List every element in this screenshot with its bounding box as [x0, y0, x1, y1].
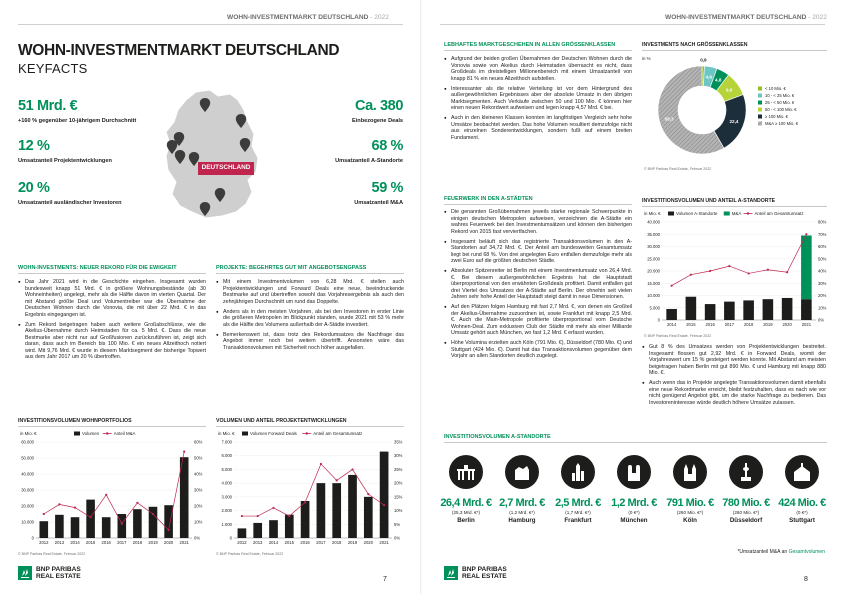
bullet-item: ● Das Jahr 2021 wird in die Geschichte eingehen. Insgesamt wurden bundesweit knapp 51 Mrd. € in größere Wohnungsbestände (ab 30 Wohneinheiten) angelegt, mehr als die Hälfte davon im vierten Quartal. Der mit Abstand größte Deal und Volumentreiber war die Übernahme der Deutschen Wohnen durch die Vonovia, die mit über 22 Mrd. € in das Ergebnis eingegangen ist.: [18, 279, 206, 318]
city-value: 780 Mio. €: [722, 497, 770, 509]
x-tick-label: 2013: [253, 540, 263, 545]
x-tick-label: 2015: [85, 540, 96, 545]
x-tick-label: 2012: [39, 540, 49, 545]
line-point: [152, 513, 154, 515]
bar: [686, 297, 697, 320]
x-tick-label: 2019: [763, 322, 773, 327]
x-tick-label: 2018: [132, 540, 143, 545]
chart-rule: [642, 206, 827, 207]
line-point: [121, 523, 123, 525]
slice-label: 4,6: [705, 74, 712, 80]
y2-tick-label: 0%: [394, 535, 401, 541]
section-rule: [216, 273, 404, 274]
y-tick-label: 6.000: [221, 453, 232, 459]
keyfact-deals: [352, 98, 403, 124]
legend-swatch: [758, 108, 762, 112]
chart1-source: © BNP Paribas Real Estate, Februar 2022: [18, 552, 86, 556]
chart4-title: INVESTITIONSVOLUMEN UND ANTEIL A-STANDORTE: [642, 198, 776, 204]
bullet-item: ● Interessanter als die relative Verteilung ist vor dem Hintergrund des außergewöhnlichen Ergebnisses aber der absolute Umsatz in den übrigen Marktsegmenten. Auch Verkäufe zwischen 50 und 100 Mio. € können hier einen neuen Rekordwert aufweisen und legen knapp 4,57 Mrd. € bei.: [444, 86, 632, 112]
section-heading-rekord: WOHN-INVESTMENTS: NEUER REKORD FÜR DIE EWIGKEIT: [18, 265, 177, 271]
keyfact-value: 20 %: [18, 180, 50, 196]
y-tick-label: 0: [31, 535, 34, 541]
line-point: [74, 507, 76, 509]
bullet-item: ● Absoluter Spitzenreiter ist Berlin mit einem Investmentumsatz von 26,4 Mrd. €. Bei diesem außergewöhnlichen Ergebnis hat die Hauptstadt überproportional von den erwähnten Großdeals profitiert. Damit entfallen gut drei Viertel des Umsatzes der A-Städte auf Berlin. Der ohnehin seit vielen Jahren sehr hohe Anteil der Hauptstadt steigt damit in neue Dimensionen.: [444, 268, 632, 301]
y2-tick-label: 80%: [818, 219, 827, 225]
city-value: 791 Mio. €: [666, 497, 714, 509]
bullet-item: ● Gut 8 % des Umsatzes werden von Projektentwicklungen bestreitet. Insgesamt flossen gut 2,92 Mrd. € in Forward Deals, womit der Vorjahreswert um 15 % gesteigert werden konnte. Mit Abstand am meisten beigetragen haben Berlin mit gut 890 Mio. € und Hamburg mit knapp 880 Mio. €.: [642, 344, 826, 377]
running-header: WOHN-INVESTMENTMARKT DEUTSCHLAND - 2022: [227, 14, 389, 21]
slice-label: 4,8: [714, 77, 722, 83]
bar: [348, 475, 357, 538]
city-name: Hamburg: [508, 516, 536, 524]
line-point: [320, 463, 322, 465]
slice-label: 58,3: [664, 116, 674, 122]
y-tick-label: 20.000: [21, 503, 34, 509]
chart-project-volume: [212, 428, 408, 550]
city-hamburg: [496, 455, 548, 524]
city-muenchen: [608, 455, 660, 524]
bar: [317, 483, 326, 538]
city-value: 26,4 Mrd. €: [440, 497, 492, 509]
line-point: [304, 501, 306, 503]
y-tick-label: 60.000: [21, 439, 34, 445]
y-tick-label: 30.000: [21, 487, 34, 493]
cities-heading: INVESTITIONSVOLUMEN A-STANDORTE: [444, 434, 551, 440]
bullet-item: ● Anders als in den meisten Vorjahren, als bei den Investoren in erster Linie die größeren Metropolen im Blickpunkt standen, wurde 2021 mit 53 % mehr als die Hälfte des Volumens außerhalb der A-Städte investiert.: [216, 309, 404, 329]
legend-label: 25 - < 50 Mio. €: [765, 100, 795, 105]
y2-tick-label: 50%: [818, 256, 827, 262]
chart3-source: © BNP Paribas Real Estate, Februar 2022: [644, 167, 712, 171]
x-tick-label: 2017: [724, 322, 735, 327]
city-name: Frankfurt: [564, 516, 592, 524]
city-duesseldorf: [720, 455, 772, 524]
y2-tick-label: 10%: [194, 519, 203, 525]
slice-label: 0,9: [700, 57, 707, 63]
line-point: [709, 270, 711, 272]
x-tick-label: 2019: [347, 540, 358, 545]
header-rule: [440, 24, 825, 25]
legend-label: < 10 Mio. €: [765, 86, 786, 91]
line-point: [43, 513, 45, 515]
brandenburg-gate-icon: [455, 461, 477, 483]
unit-label: in %: [642, 56, 651, 61]
tv-tower-icon: [735, 461, 757, 483]
section-heading-projekte: PROJEKTE: BEGEHRTES GUT MIT ANGEBOTSENGPASS: [216, 265, 367, 271]
line-point: [367, 493, 369, 495]
bar: [180, 457, 189, 538]
series-line: [242, 464, 384, 516]
keyfact-label: Umsatzanteil M&A: [354, 200, 403, 206]
bar: [102, 517, 111, 538]
y2-tick-label: 0%: [194, 535, 201, 541]
logo-line1: BNP PARIBAS: [462, 566, 507, 573]
line-point: [351, 468, 353, 470]
line-point: [105, 494, 107, 496]
y2-tick-label: 0%: [818, 317, 825, 323]
bar: [666, 309, 677, 320]
line-point: [183, 451, 185, 453]
bar: [71, 517, 80, 538]
city-value: 2,7 Mrd. €: [499, 497, 545, 509]
bullet-item: ● Insgesamt beläuft sich das registrierte Transaktionsvolumen in den A-Standorten auf 34,72 Mrd. €. Der Anteil am bundesweiten Gesamtumsatz liegt bei rund 68 %. Von drei angelegten Euro entfallen demzufolge mehr als zwei Euro auf die größten deutschen Städte.: [444, 239, 632, 265]
footnote-text: *Umsatzanteil M&A an: [737, 549, 789, 555]
header-rule: [18, 24, 403, 25]
chart4-source: © BNP Paribas Real Estate, Februar 2022: [644, 334, 712, 338]
y-axis-unit: in Mio. €: [218, 431, 235, 436]
city-value: 2,5 Mrd. €: [555, 497, 601, 509]
chart-size-classes: [640, 52, 830, 162]
legend-label: ≥ 100 Mio. €: [765, 114, 789, 119]
series-line: [672, 234, 807, 285]
bullet-item: ● Bemerkenswert ist, dass trotz des Rekordumsatzes die Nachfrage das Angebot immer noch bei weitem übertrifft. Ansonsten wäre das Transaktionsvolumen mit Sicherheit noch höher ausgefallen.: [216, 332, 404, 352]
line-point: [728, 265, 730, 267]
keyfact-ma: [354, 180, 403, 206]
y-tick-label: 1.000: [221, 521, 232, 527]
page-left: [0, 0, 421, 594]
x-tick-label: 2016: [705, 322, 715, 327]
running-header-year: 2022: [812, 14, 827, 21]
bar: [40, 521, 49, 538]
y-tick-label: 10.000: [647, 293, 660, 298]
y-tick-label: 2.000: [221, 508, 232, 514]
chart-rule: [18, 426, 206, 427]
tower-icon: [567, 461, 589, 483]
y2-tick-label: 30%: [394, 453, 403, 459]
page-subtitle: KEYFACTS: [18, 61, 88, 76]
city-berlin: [440, 455, 492, 524]
x-tick-label: 2013: [54, 540, 65, 545]
y-tick-label: 7.000: [221, 439, 232, 445]
city-name: Stuttgart: [789, 516, 815, 524]
legend-swatch: [758, 87, 762, 91]
logo-line2: REAL ESTATE: [36, 573, 81, 580]
city-prev-value: (1,7 Mrd. €*): [565, 510, 591, 515]
logo-line1: BNP PARIBAS: [36, 566, 81, 573]
y2-tick-label: 30%: [818, 280, 827, 286]
city-prev-value: (260 Mio. €*): [732, 510, 760, 515]
city-koeln: [664, 455, 716, 524]
city-name: Düsseldorf: [729, 516, 763, 524]
bullet-item: ● Die genannten Großübernahmen jeweils starke regionale Schwerpunkte in einigen deutschen Metropolen aufweisen, verzeichnen die A-Städte ein wahres Feuerwerk bei den Investmentumsätzen und können den bisherigen Rekord von 2015 fast verviertfachen.: [444, 209, 632, 235]
city-name: Köln: [683, 516, 697, 524]
bullet-item: ● Auch in den kleineren Klassen konnten im langfristigen Vergleich sehr hohe Umsätze beobachtet werden. Das hohe Volumen resultiert demzufolge nicht aus einzelnen Sonderentwicklungen, sondern fußt auf einem breiten Fundament.: [444, 115, 632, 141]
line-point: [383, 504, 385, 506]
bar: [86, 500, 95, 538]
running-header: WOHN-INVESTMENTMARKT DEUTSCHLAND - 2022: [665, 14, 827, 21]
y2-tick-label: 5%: [394, 521, 401, 527]
section-rule: [444, 204, 632, 205]
bar: [238, 528, 247, 538]
bullet-item: ● Auf den Plätzen folgen Hamburg mit fast 2,7 Mrd. €, von denen ein Großteil der Akelius-Übernahme zuzuordnen ist, sowie Frankfurt mit knapp 2,5 Mrd. €. Auch die Main-Metropole profitierte überproportional vom Deutsche Wohnen-Deal. Zum exklusiven Club der Städte mit mehr als einer Milliarde Umsatz gehört auch München, wo fast 1,2 Mrd. € erfasst wurden.: [444, 304, 632, 337]
section-rule: [444, 50, 632, 51]
bar: [782, 298, 793, 320]
bullet-list-groessenklassen: [444, 56, 632, 145]
chart-rule: [642, 50, 827, 51]
keyfact-value: 12 %: [18, 138, 50, 154]
running-header-title: WOHN-INVESTMENTMARKT DEUTSCHLAND: [227, 14, 369, 21]
line-point: [136, 502, 138, 504]
y2-tick-label: 10%: [818, 305, 827, 311]
legend-label: M&A ≥ 100 Mio. €: [765, 121, 799, 126]
line-point: [767, 269, 769, 271]
keyfact-label: Einbezogene Deals: [352, 118, 403, 124]
line-point: [690, 274, 692, 276]
x-tick-label: 2018: [332, 540, 342, 545]
line-point: [168, 529, 170, 531]
page-number: 8: [804, 576, 808, 583]
bullet-item: ● Auch wenn das in Projekte angelegte Transaktionsvolumen damit ebenfalls eine neue Rekordmarke erreicht, bleibt festzuhalten, dass es nach wie vor nicht genügend Angebot gibt, um die starke Nachfrage zu bedienen. Das Investoreninteresse würde deutlich höhere Umsätze zulassen.: [642, 380, 826, 406]
keyfact-label: Umsatzanteil ausländischer Investoren: [18, 200, 122, 206]
bar: [55, 515, 64, 538]
bar: [705, 304, 716, 320]
chart2-source: © BNP Paribas Real Estate, Februar 2022: [216, 552, 284, 556]
x-tick-label: 2018: [743, 322, 754, 327]
x-tick-label: 2019: [148, 540, 158, 545]
line-point: [90, 516, 92, 518]
legend-label: Volumen A-Standorte: [676, 211, 718, 216]
y2-tick-label: 70%: [818, 231, 827, 237]
line-point: [748, 272, 750, 274]
section-heading-a-staedte: FEUERWERK IN DEN A-STÄDTEN: [444, 196, 533, 202]
bnp-logo: [18, 566, 81, 580]
legend-swatch: [758, 122, 762, 126]
chart3-title: INVESTMENTS NACH GRÖSSENKLASSEN: [642, 42, 748, 48]
bullet-list-projekte: [216, 279, 404, 355]
y2-tick-label: 15%: [394, 494, 403, 500]
city-value: 424 Mio. €: [778, 497, 826, 509]
map-label: DEUTSCHLAND: [201, 164, 251, 171]
bullet-list-projekte-a: [642, 344, 826, 410]
legend-swatch-bar: [724, 212, 730, 216]
legend-label: Anteil am Gesamtumsatz: [754, 211, 804, 216]
keyfact-label: Umsatzanteil A-Standorte: [335, 158, 403, 164]
y2-tick-label: 60%: [818, 244, 827, 249]
section-heading-groessenklassen: LEBHAFTES MARKTGESCHEHEN IN ALLEN GRÖSSENKLASSEN: [444, 42, 616, 48]
bnp-stars-icon: [444, 566, 458, 580]
line-point: [272, 507, 274, 509]
logo-line2: REAL ESTATE: [462, 573, 507, 580]
slice-label: 9,0: [726, 87, 733, 93]
city-prev-value: (0 €*): [796, 510, 808, 515]
bar-stack: [801, 235, 812, 299]
legend-swatch: [758, 101, 762, 105]
y-tick-label: 40.000: [647, 219, 660, 225]
running-header-year: 2022: [374, 14, 389, 21]
y-tick-label: 15.000: [647, 280, 660, 286]
y2-tick-label: 30%: [194, 487, 203, 493]
bar: [724, 302, 735, 320]
y2-tick-label: 20%: [818, 293, 827, 298]
bar: [364, 497, 373, 538]
keyfact-volume: [18, 98, 136, 124]
x-tick-label: 2012: [237, 540, 247, 545]
line-point: [58, 503, 60, 505]
x-tick-label: 2014: [666, 322, 677, 327]
legend-label: Volumen: [82, 431, 100, 436]
x-tick-label: 2016: [101, 540, 111, 545]
line-point: [671, 285, 673, 287]
y-tick-label: 0: [657, 317, 660, 323]
y-tick-label: 30.000: [647, 244, 660, 249]
chart-a-cities-volume: [638, 208, 832, 332]
x-tick-label: 2021: [379, 540, 389, 545]
city-name: München: [620, 516, 648, 524]
legend-label: 50 - < 100 Mio. €: [765, 107, 797, 112]
x-tick-label: 2020: [363, 540, 373, 545]
x-tick-label: 2021: [179, 540, 189, 545]
germany-map: [158, 88, 268, 223]
line-point: [336, 479, 338, 481]
x-tick-label: 2015: [284, 540, 294, 545]
legend-label: Anteil am Gesamtumsatz: [313, 431, 363, 436]
y-tick-label: 35.000: [647, 231, 660, 237]
line-point: [786, 271, 788, 273]
x-tick-label: 2015: [686, 322, 696, 327]
running-header-title: WOHN-INVESTMENTMARKT DEUTSCHLAND: [665, 14, 807, 21]
legend-swatch: [758, 115, 762, 119]
bar: [763, 299, 774, 320]
keyfact-value: 51 Mrd. €: [18, 98, 78, 114]
bar: [332, 483, 341, 538]
y2-tick-label: 40%: [194, 471, 203, 477]
legend-swatch-bar: [668, 212, 674, 216]
y-tick-label: 0: [229, 535, 232, 541]
chart1-title: INVESTITIONSVOLUMEN WOHNPORTFOLIOS: [18, 418, 132, 424]
keyfact-projects: [18, 138, 112, 164]
chart2-title: VOLUMEN UND ANTEIL PROJEKTENTWICKLUNGEN: [216, 418, 347, 424]
slice-label: 22,4: [729, 119, 739, 125]
page-title: WOHN-INVESTMENTMARKT DEUTSCHLAND: [18, 42, 340, 59]
keyfact-value: 68 %: [371, 138, 403, 154]
y-tick-label: 4.000: [221, 480, 232, 486]
y-tick-label: 10.000: [21, 519, 34, 525]
section-rule: [444, 442, 827, 443]
y-tick-label: 3.000: [221, 494, 232, 500]
y-tick-label: 5.000: [649, 305, 660, 311]
keyfact-label: +160 % gegenüber 10-jährigem Durchschnitt: [18, 118, 137, 124]
y-axis-unit: in Mio. €: [644, 211, 661, 216]
y2-tick-label: 40%: [818, 268, 827, 274]
bar: [801, 299, 812, 320]
cathedral-icon: [679, 461, 701, 483]
y2-tick-label: 60%: [194, 439, 203, 445]
bar: [380, 452, 389, 538]
y-tick-label: 25.000: [647, 256, 660, 262]
page-right: [422, 0, 843, 594]
y2-tick-label: 20%: [194, 503, 203, 509]
bullet-item: ● Mit einem Investmentvolumen von 6,28 Mrd. € stellen auch Projektentwicklungen und Forward Deals eine neue, beeindruckende Bestmarke auf und übertreffen sowohl das Vorjahresergebnis als auch den zehnjährigen Durchschnitt um rund das Doppelte.: [216, 279, 404, 305]
city-prev-value: (25,3 Mrd. €*): [451, 510, 481, 515]
bullet-item: ● Höhe Volumina erzielten auch Köln (791 Mio. €), Düsseldorf (780 Mio. €) und Stuttgart (424 Mio. €). Damit hat das Transaktionsvolumen gegenüber dem Vorjahr an allen Standorten deutlich zugelegt.: [444, 340, 632, 360]
legend-label: Volumen Forward Deals: [250, 431, 297, 436]
line-point: [805, 233, 807, 235]
bar: [164, 505, 173, 538]
legend-swatch-bar: [242, 432, 248, 436]
section-rule: [18, 273, 206, 274]
y-axis-unit: in Mio. €: [20, 431, 37, 436]
legend-swatch-marker: [306, 432, 308, 434]
bar: [743, 300, 754, 320]
bar: [253, 523, 262, 538]
city-stuttgart: [776, 455, 828, 524]
x-tick-label: 2021: [801, 322, 812, 327]
x-tick-label: 2016: [300, 540, 310, 545]
x-tick-label: 2017: [316, 540, 326, 545]
line-point: [257, 515, 259, 517]
footnote-link: Gesamtvolumen: [788, 549, 825, 555]
line-point: [288, 515, 290, 517]
keyfact-label: Umsatzanteil Projektentwicklungen: [18, 158, 112, 164]
x-tick-label: 2017: [117, 540, 127, 545]
footnote: [737, 549, 825, 555]
x-tick-label: 2020: [782, 322, 792, 327]
y-tick-label: 5.000: [221, 466, 232, 472]
x-tick-label: 2020: [163, 540, 174, 545]
chart-portfolio-volume: [14, 428, 210, 550]
bnp-logo: [444, 566, 507, 580]
city-frankfurt: [552, 455, 604, 524]
chart-rule: [216, 426, 404, 427]
y2-tick-label: 50%: [194, 455, 203, 461]
legend-label: 10 - < 25 Mio. €: [765, 93, 795, 98]
legend-swatch-bar: [74, 432, 80, 436]
bar: [285, 515, 294, 538]
legend-label: Anteil M&A: [113, 431, 136, 436]
legend-swatch: [758, 94, 762, 98]
y-tick-label: 50.000: [21, 455, 34, 461]
legend-swatch-marker: [747, 212, 749, 214]
city-name: Berlin: [457, 516, 475, 524]
city-prev-value: (0 €*): [628, 510, 640, 515]
y2-tick-label: 20%: [394, 480, 403, 486]
bar: [301, 501, 310, 538]
line-point: [241, 515, 243, 517]
city-prev-value: (260 Mio. €*): [676, 510, 704, 515]
y2-tick-label: 35%: [394, 439, 403, 445]
keyfact-foreign: [18, 180, 122, 206]
bullet-item: ● Zum Rekord beigetragen haben auch weitere Großabschlüsse, wie die Akelius-Übernahme durch Heimstaden für ca. 5 Mrd. €. Dass die neue Bestmarke aber nicht nur auf Großfusionen zurückzuführen ist, zeigt sich daran, dass auch im Bereich bis 100 Mio. € ein neues Allzeithoch notiert wird. Mit 9,76 Mrd. € wurde in diesem Marktsegment der bisherige Topwert aus dem Jahr 2017 um 20 % übertroffen.: [18, 322, 206, 361]
y2-tick-label: 25%: [394, 466, 403, 472]
bar: [133, 509, 142, 538]
y2-tick-label: 10%: [394, 508, 403, 514]
bullet-list-a-staedte: [444, 209, 632, 363]
legend-swatch-marker: [106, 432, 108, 434]
city-prev-value: (1,2 Mrd. €*): [509, 510, 535, 515]
palace-icon: [791, 461, 813, 483]
y-tick-label: 40.000: [21, 471, 34, 477]
bullet-list-rekord: [18, 279, 206, 364]
keyfact-value: Ca. 380: [355, 98, 403, 114]
frauenkirche-icon: [623, 461, 645, 483]
x-tick-label: 2014: [70, 540, 80, 545]
x-tick-label: 2014: [268, 540, 279, 545]
series-line: [44, 452, 184, 530]
bar: [269, 520, 278, 538]
page-number: 7: [383, 576, 387, 583]
bullet-item: ● Aufgrund der beiden großen Übernahmen der Deutschen Wohnen durch die Vonovia sowie von Akelius durch Heimstaden überrascht es nicht, dass Großdeals im dreistelligen Millionenbereich mit einem Umsatzanteil von knapp 81 % ein neues Allzeithoch aufstellen.: [444, 56, 632, 82]
elbphilharmonie-icon: [511, 461, 533, 483]
keyfact-value: 59 %: [371, 180, 403, 196]
legend-label: M&A: [731, 211, 742, 216]
y-tick-label: 20.000: [647, 268, 660, 274]
keyfact-a-cities: [335, 138, 403, 164]
city-value: 1,2 Mrd. €: [611, 497, 657, 509]
bnp-stars-icon: [18, 566, 32, 580]
